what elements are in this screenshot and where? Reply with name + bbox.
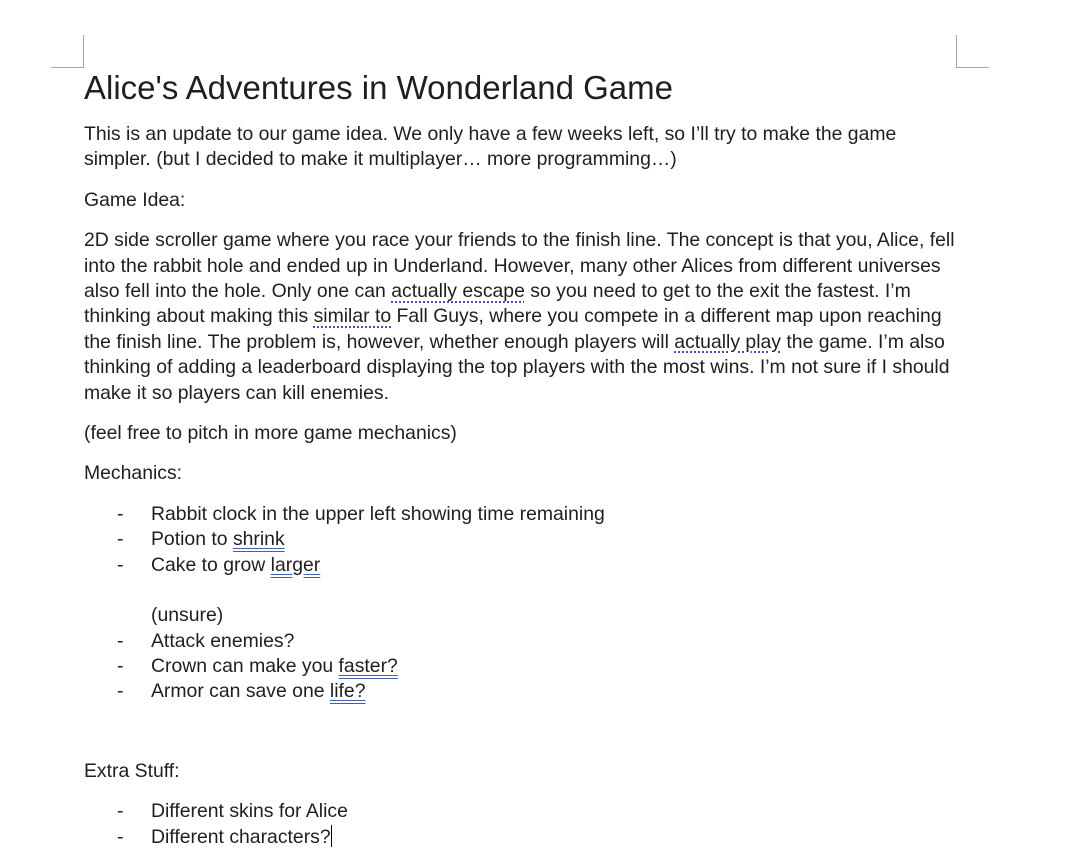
- grammar-flag-life[interactable]: life?: [329, 680, 366, 703]
- list-item-unsure[interactable]: [84, 603, 964, 628]
- game-idea-heading[interactable]: Game Idea:: [84, 188, 186, 211]
- list-item[interactable]: [84, 825, 964, 850]
- list-bullet: -: [117, 654, 124, 677]
- text-cursor: [331, 825, 332, 847]
- game-idea-text-1: 2D side scroller game where you race your friends to the finish line. The concept is that you, Alice, fell into the rabbit hole and ended up in Underland. However, many other Alices from different universes also fell into the hole. Only one can: [84, 229, 955, 303]
- list-item-text: Different skins for Alice: [151, 800, 348, 823]
- mechanics-heading[interactable]: Mechanics:: [84, 462, 183, 485]
- list-item-text: Different characters?: [151, 825, 331, 848]
- blank-gap: [84, 705, 964, 759]
- intro-paragraph[interactable]: This is an update to our game idea. We only have a few weeks left, so I’ll try to make the game simpler. (but I decided to make it multiplayer… more programming…): [84, 123, 897, 171]
- list-bullet: -: [117, 800, 124, 823]
- list-item[interactable]: [84, 553, 964, 578]
- list-item-text: Armor can save one: [151, 680, 330, 703]
- grammar-flag-faster[interactable]: faster?: [338, 654, 398, 677]
- grammar-flag-actually-escape[interactable]: actually escape: [391, 280, 525, 303]
- grammar-flag-actually-play[interactable]: actually play: [674, 330, 782, 353]
- extra-heading[interactable]: Extra Stuff:: [84, 759, 180, 782]
- margin-corner-top-right: [956, 35, 989, 68]
- list-item[interactable]: [84, 654, 964, 679]
- game-idea-text-4: the game. I’m also thinking of adding a leaderboard displaying the top players with the most wins. I’m not sure if I should make it so players can kill enemies.: [84, 330, 950, 404]
- list-bullet: -: [117, 553, 124, 576]
- list-item-text: Cake to grow: [151, 553, 271, 576]
- unsure-label: (unsure): [151, 604, 224, 627]
- list-bullet: -: [117, 528, 124, 551]
- grammar-flag-shrink[interactable]: shrink: [232, 528, 285, 551]
- list-item-text: Attack enemies?: [151, 629, 295, 652]
- list-item[interactable]: [84, 502, 964, 527]
- game-idea-paragraph[interactable]: [84, 228, 964, 406]
- list-bullet: -: [117, 680, 124, 703]
- list-item[interactable]: [84, 629, 964, 654]
- document-title[interactable]: Alice's Adventures in Wonderland Game: [84, 69, 674, 106]
- list-item[interactable]: [84, 527, 964, 552]
- list-item[interactable]: [84, 679, 964, 704]
- pitch-note[interactable]: (feel free to pitch in more game mechanics): [84, 422, 457, 445]
- document-body[interactable]: [84, 68, 964, 850]
- list-bullet: -: [117, 629, 124, 652]
- list-bullet: -: [117, 502, 124, 525]
- list-item-text: Rabbit clock in the upper left showing time remaining: [151, 502, 605, 525]
- extra-list[interactable]: [84, 799, 964, 850]
- list-bullet: -: [117, 825, 124, 848]
- margin-corner-top-left: [51, 35, 84, 68]
- list-item-text: Potion to: [151, 528, 233, 551]
- grammar-flag-similar-to[interactable]: similar to: [313, 305, 392, 328]
- game-idea-text-2: so you need to get to the exit the fastest. I’m thinking about making this: [84, 280, 911, 328]
- game-idea-text-3: Fall Guys, where you compete in a different map upon reaching the finish line. The problem is, however, whether enough players will: [84, 305, 942, 353]
- mechanics-list[interactable]: [84, 502, 964, 705]
- blank-line: [84, 578, 964, 603]
- grammar-flag-larger[interactable]: larger: [270, 553, 321, 576]
- list-item-text: Crown can make you: [151, 654, 339, 677]
- list-item[interactable]: [84, 799, 964, 824]
